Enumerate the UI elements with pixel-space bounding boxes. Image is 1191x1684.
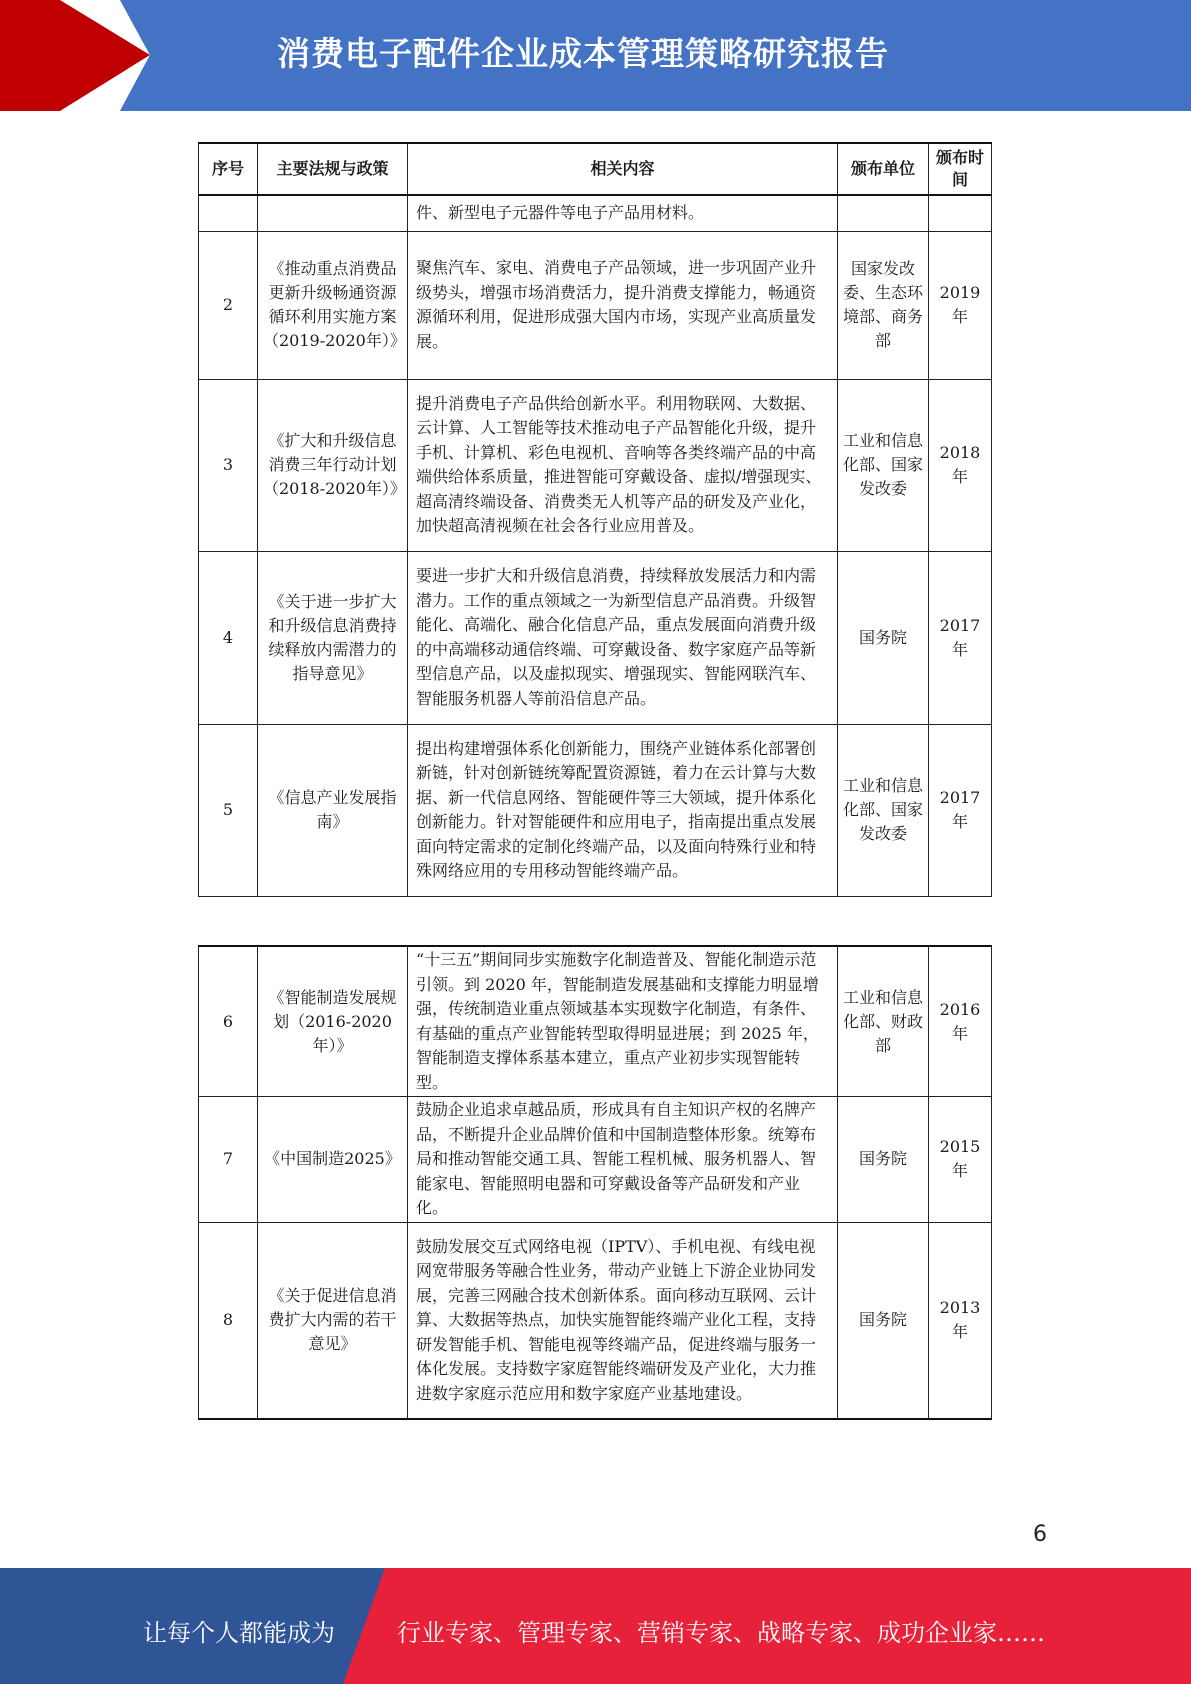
row-date: 2016年 [929, 946, 992, 1097]
row-content: 鼓励企业追求卓越品质，形成具有自主知识产权的名牌产品，不断提升企业品牌价值和中国制造整体形象。统筹布局和推动智能交通工具、智能工程机械、服务机器人、智能家电、智能照明电器和可穿戴设备等产品研发和产业化。 [408, 1097, 838, 1223]
header-index: 序号 [199, 143, 258, 195]
row-content: 鼓励发展交互式网络电视（IPTV）、手机电视、有线电视网宽带服务等融合性业务，带动产业链上下游企业协同发展，完善三网融合技术创新体系。面向移动互联网、云计算、大数据等热点，加快实施智能终端产业化工程，支持研发智能手机、智能电视等终端产品，促进终端与服务一体化发展。支持数字家庭智能终端研发及产业化，大力推进数字家庭示范应用和数字家庭产业基地建设。 [408, 1222, 838, 1419]
row-date: 2017年 [929, 551, 992, 724]
row-policy: 《信息产业发展指南》 [258, 724, 408, 896]
row-policy: 《关于促进信息消费扩大内需的若干意见》 [258, 1222, 408, 1419]
row-date: 2017年 [929, 724, 992, 896]
row-content: 要进一步扩大和升级信息消费，持续释放发展活力和内需潜力。工作的重点领域之一为新型信息产品消费。升级智能化、高端化、融合化信息产品，重点发展面向消费升级的中高端移动通信终端、可穿戴设备、数字家庭产品等新型信息产品，以及虚拟现实、增强现实、智能网联汽车、智能服务机器人等前沿信息产品。 [408, 551, 838, 724]
row-content: “十三五”期间同步实施数字化制造普及、智能化制造示范引领。到 2020 年，智能制造发展基础和支撑能力明显增强，传统制造业重点领域基本实现数字化制造，有条件、有基础的重点产业智能转型取得明显进展；到 2025 年，智能制造支撑体系基本建立，重点产业初步实现智能转型。 [408, 946, 838, 1097]
table-row [199, 724, 992, 896]
row-issuer: 国务院 [838, 1222, 929, 1419]
footer-slogan-right: 行业专家、管理专家、营销专家、战略专家、成功企业家…… [397, 1619, 1045, 1647]
continuation-row [199, 195, 992, 231]
header-issuer: 颁布单位 [838, 143, 929, 195]
header-date: 颁布时间 [929, 143, 992, 195]
table-row [199, 946, 992, 1097]
row-index: 8 [199, 1222, 258, 1419]
row-index: 2 [199, 231, 258, 379]
table-row [199, 231, 992, 379]
row-date: 2015年 [929, 1097, 992, 1223]
page-footer [0, 1568, 1191, 1684]
page-header [0, 0, 1191, 111]
table-row [199, 379, 992, 551]
policy-table-part1 [198, 142, 992, 897]
row-date: 2019年 [929, 231, 992, 379]
row-policy: 《扩大和升级信息消费三年行动计划（2018-2020年）》 [258, 379, 408, 551]
continuation-content: 件、新型电子元器件等电子产品用材料。 [408, 195, 838, 231]
row-content: 提出构建增强体系化创新能力，围绕产业链体系化部署创新链，针对创新链统筹配置资源链，着力在云计算与大数据、新一代信息网络、智能硬件等三大领域，提升体系化创新能力。针对智能硬件和应用电子，指南提出重点发展面向特定需求的定制化终端产品，以及面向特殊行业和特殊网络应用的专用移动智能终端产品。 [408, 724, 838, 896]
header-content: 相关内容 [408, 143, 838, 195]
row-issuer: 工业和信息化部、国家发改委 [838, 379, 929, 551]
row-policy: 《智能制造发展规划（2016-2020年）》 [258, 946, 408, 1097]
header-title: 消费电子配件企业成本管理策略研究报告 [277, 34, 889, 73]
row-index: 7 [199, 1097, 258, 1223]
row-issuer: 国务院 [838, 1097, 929, 1223]
row-index: 4 [199, 551, 258, 724]
row-date: 2013年 [929, 1222, 992, 1419]
table-row [199, 1097, 992, 1223]
header-policy: 主要法规与政策 [258, 143, 408, 195]
page-number: 6 [1033, 1522, 1047, 1547]
policy-table-part2 [198, 945, 992, 1420]
row-issuer: 国务院 [838, 551, 929, 724]
row-policy: 《推动重点消费品更新升级畅通资源循环利用实施方案（2019-2020年）》 [258, 231, 408, 379]
row-policy: 《中国制造2025》 [258, 1097, 408, 1223]
row-index: 6 [199, 946, 258, 1097]
row-issuer: 工业和信息化部、财政部 [838, 946, 929, 1097]
table-row [199, 1222, 992, 1419]
table-row [199, 551, 992, 724]
row-content: 提升消费电子产品供给创新水平。利用物联网、大数据、云计算、人工智能等技术推动电子产品智能化升级，提升手机、计算机、彩色电视机、音响等各类终端产品的中高端供给体系质量，推进智能可穿戴设备、虚拟/增强现实、超高清终端设备、消费类无人机等产品的研发及产业化，加快超高清视频在社会各行业应用普及。 [408, 379, 838, 551]
row-index: 3 [199, 379, 258, 551]
row-issuer: 工业和信息化部、国家发改委 [838, 724, 929, 896]
row-index: 5 [199, 724, 258, 896]
row-date: 2018年 [929, 379, 992, 551]
row-content: 聚焦汽车、家电、消费电子产品领域，进一步巩固产业升级势头，增强市场消费活力，提升消费支撑能力，畅通资源循环利用，促进形成强大国内市场，实现产业高质量发展。 [408, 231, 838, 379]
row-policy: 《关于进一步扩大和升级信息消费持续释放内需潜力的指导意见》 [258, 551, 408, 724]
footer-slogan-left: 让每个人都能成为 [143, 1619, 335, 1647]
row-issuer: 国家发改委、生态环境部、商务部 [838, 231, 929, 379]
